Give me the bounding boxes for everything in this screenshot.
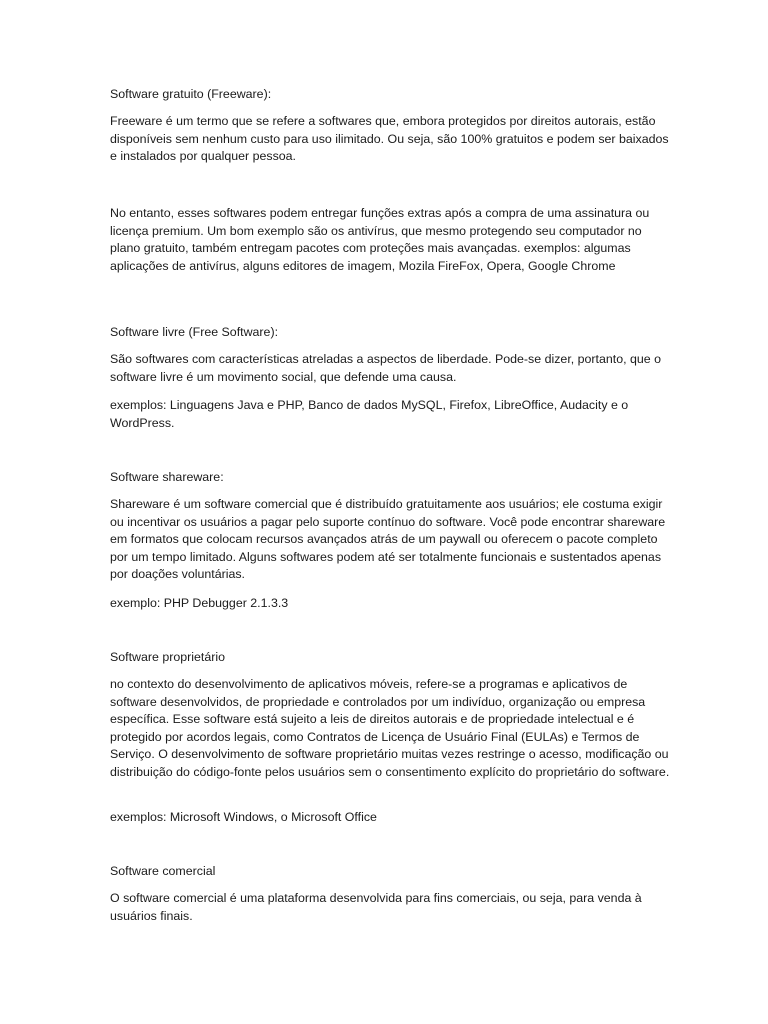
free-software-paragraph: São softwares com características atreladas a aspectos de liberdade. Pode-se dizer, portanto, que o software livre é um movimento social, que defende uma causa. bbox=[110, 352, 662, 384]
shareware-paragraph: Shareware é um software comercial que é distribuído gratuitamente aos usuários; ele costuma exigir ou incentivar os usuários a pagar pelo suporte contínuo do software. Você pode encontrar shareware em formatos que colocam recursos avançados atrás de um paywall ou oferecem o pacote completo por um tempo limitado. Alguns softwares podem até ser totalmente funcionais e sustentados apenas por doações voluntárias. bbox=[110, 497, 666, 582]
proprietary-examples: exemplos: Microsoft Windows, o Microsoft Office bbox=[110, 810, 377, 824]
free-software-examples: exemplos: Linguagens Java e PHP, Banco de dados MySQL, Firefox, LibreOffice, Audacity e o WordPress. bbox=[110, 398, 629, 430]
proprietary-heading: Software proprietário bbox=[110, 650, 226, 664]
commercial-paragraph: O software comercial é uma plataforma desenvolvida para fins comerciais, ou seja, para venda à usuários finais. bbox=[110, 891, 642, 923]
proprietary-paragraph: no contexto do desenvolvimento de aplicativos móveis, refere-se a programas e aplicativos de software desenvolvidos, de propriedade e controlados por um indivíduo, organização ou empresa específica. Esse software está sujeito a leis de direitos autorais e de propriedade intelectual e é protegido por acordos legais, como Contratos de Licença de Usuário Final (EULAs) e Termos de Serviço. O desenvolvimento de software proprietário muitas vezes restringe o acesso, modificação ou distribuição do código-fonte pelos usuários sem o consentimento explícito do proprietário do software. bbox=[110, 677, 670, 779]
shareware-heading: Software shareware: bbox=[110, 470, 224, 484]
freeware-paragraph: Freeware é um termo que se refere a softwares que, embora protegidos por direitos autorais, estão disponíveis sem nenhum custo para uso ilimitado. Ou seja, são 100% gratuitos e podem ser baixados e instalados por qualquer pessoa. bbox=[110, 114, 669, 164]
freeware-heading: Software gratuito (Freeware): bbox=[110, 87, 272, 101]
freeware-examples-paragraph: No entanto, esses softwares podem entregar funções extras após a compra de uma assinatura ou licença premium. Um bom exemplo são os antivírus, que mesmo protegendo seu computador no plano gratuito, também entregam pacotes com proteções mais avançadas. exemplos: algumas aplicações de antivírus, alguns editores de imagem, Mozila FireFox, Opera, Google Chrome bbox=[110, 206, 650, 273]
shareware-example: exemplo: PHP Debugger 2.1.3.3 bbox=[110, 596, 289, 610]
commercial-heading: Software comercial bbox=[110, 864, 216, 878]
free-software-heading: Software livre (Free Software): bbox=[110, 325, 279, 339]
